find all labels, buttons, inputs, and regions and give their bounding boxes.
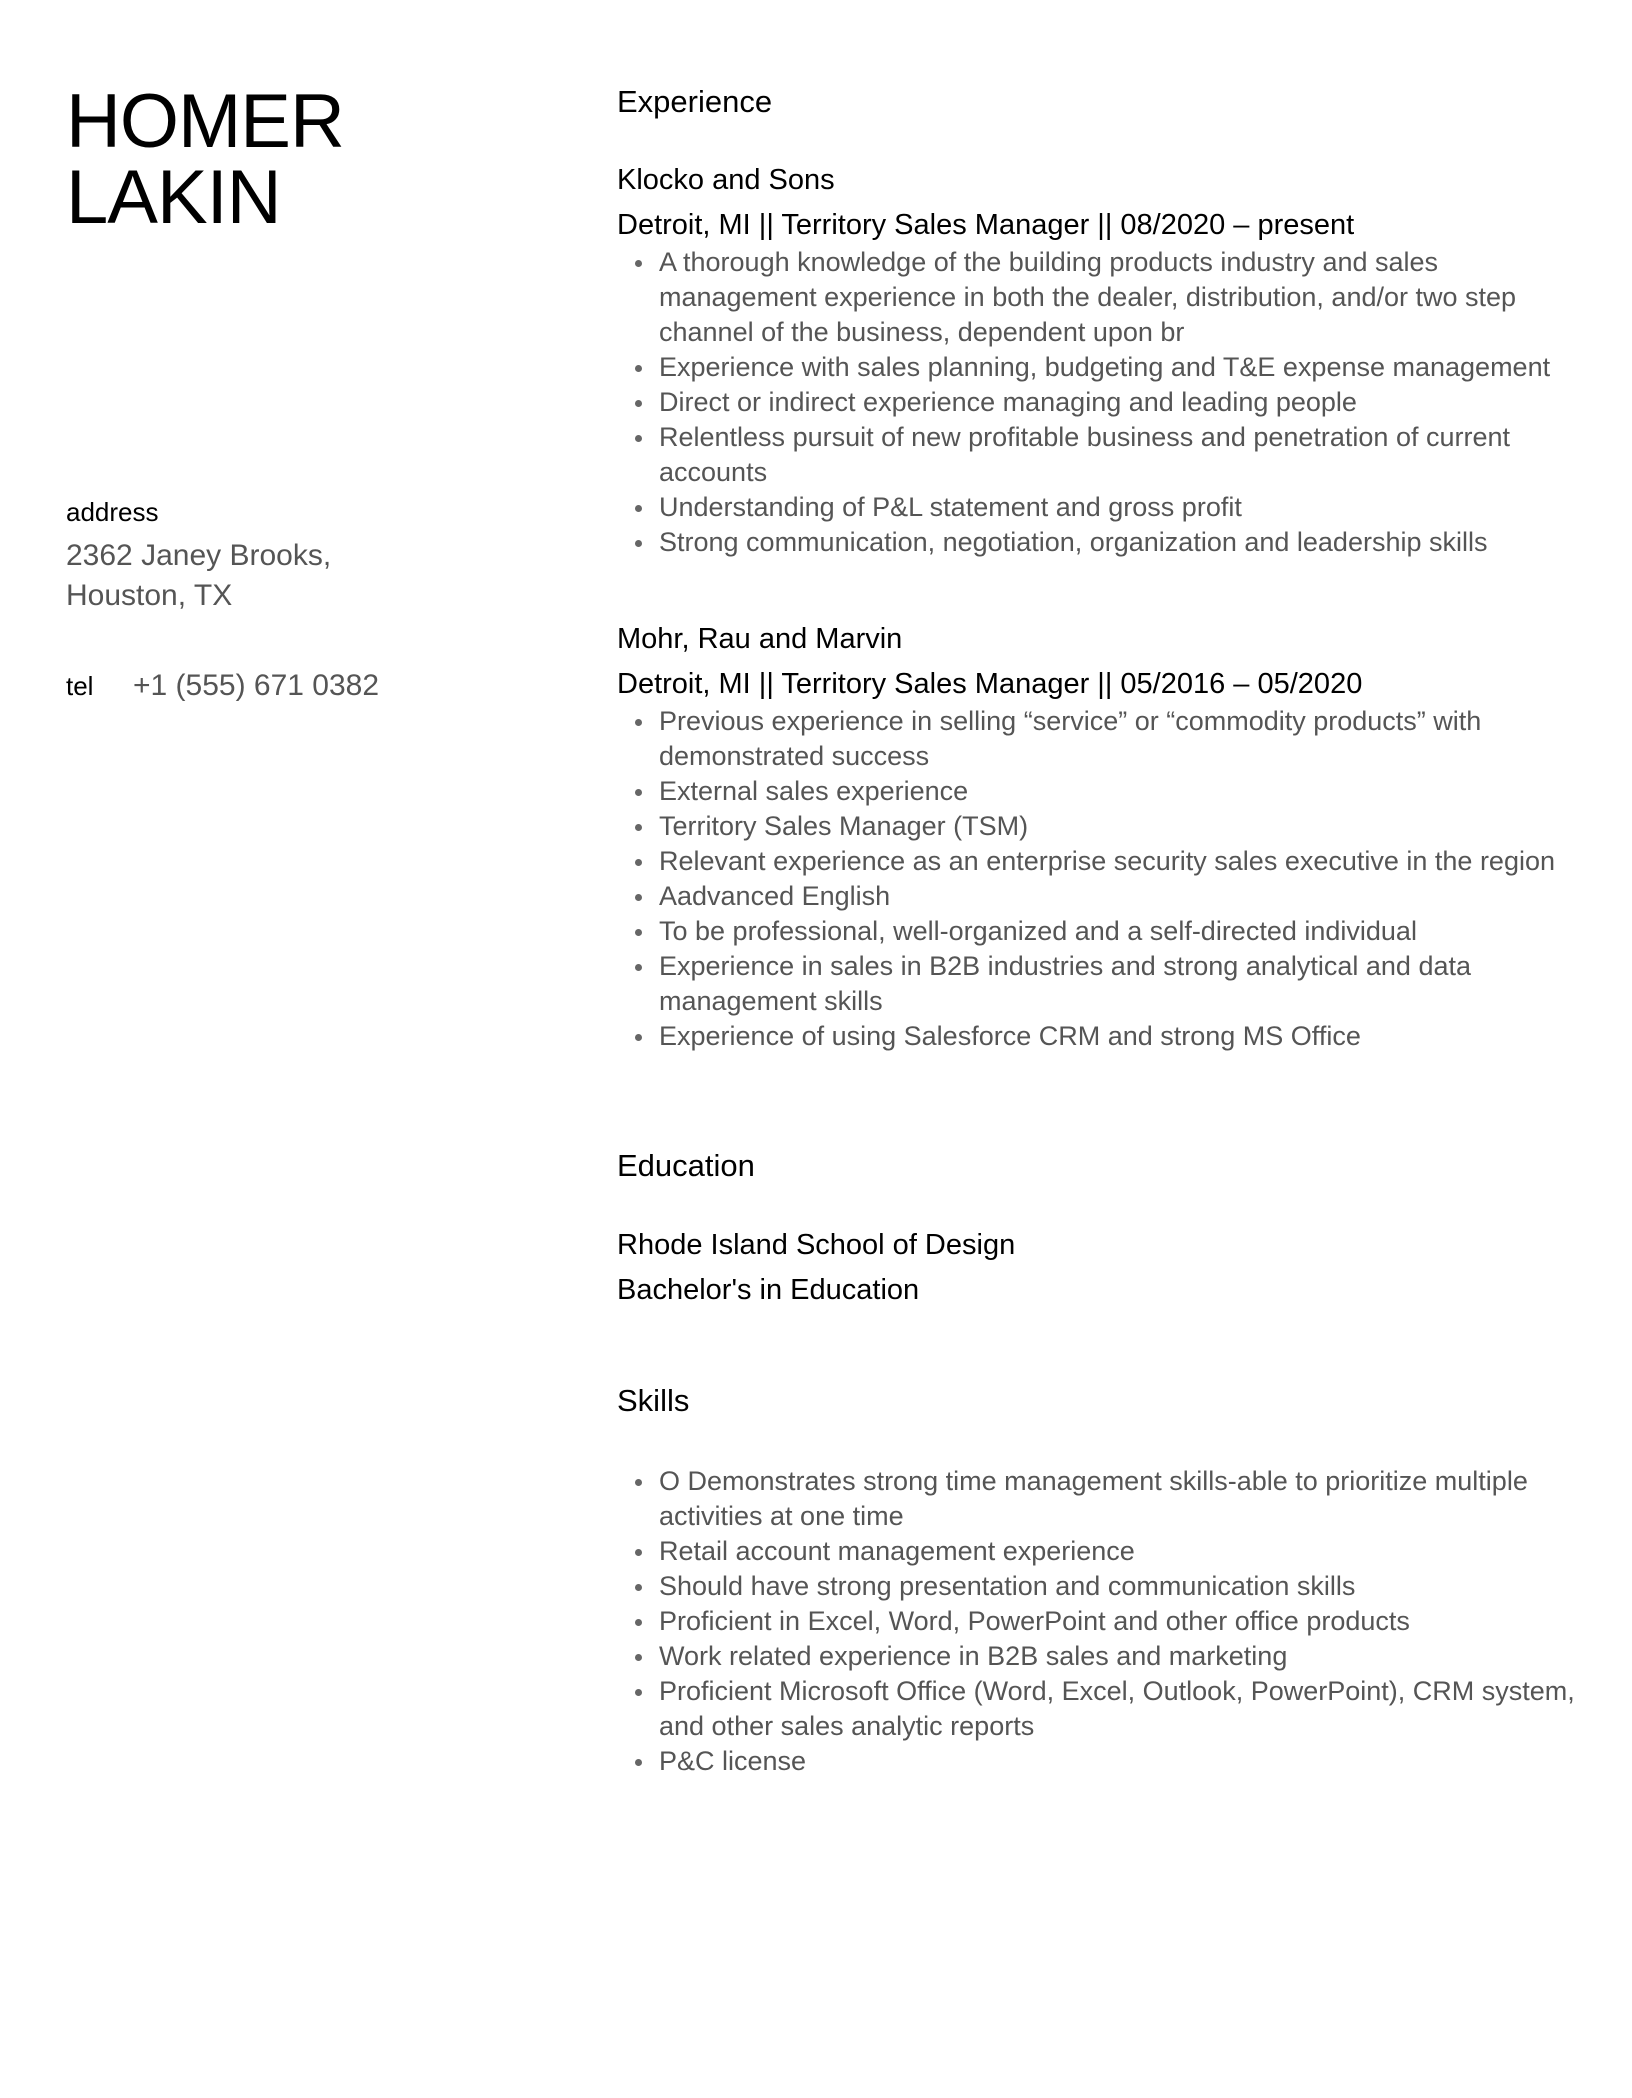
education-degree: Bachelor's in Education [617,1274,920,1306]
list-item: Retail account management experience [617,1534,1577,1569]
job-bullets [617,704,1577,1054]
job-entry [617,621,1577,1054]
job-meta: Detroit, MI || Territory Sales Manager || 05/2016 – 05/2020 [617,668,1363,700]
address-label: address [66,497,159,527]
address-line-1: 2362 Janey Brooks, [66,539,332,572]
list-item: To be professional, well-organized and a self-directed individual [617,914,1577,949]
list-item: Experience with sales planning, budgeting and T&E expense management [617,350,1577,385]
list-item: Previous experience in selling “service” or “commodity products” with demonstrated success [617,704,1577,774]
list-item: Understanding of P&L statement and gross profit [617,490,1577,525]
list-item: Proficient Microsoft Office (Word, Excel, Outlook, PowerPoint), CRM system, and other sales analytic reports [617,1674,1577,1744]
skills-entry [617,1462,1577,1779]
tel-label: tel [66,671,94,701]
candidate-name [66,79,344,240]
list-item: Aadvanced English [617,879,1577,914]
job-meta: Detroit, MI || Territory Sales Manager || 08/2020 – present [617,209,1355,241]
list-item: External sales experience [617,774,1577,809]
list-item: Work related experience in B2B sales and marketing [617,1639,1577,1674]
address-value [66,536,566,616]
list-item: Strong communication, negotiation, organization and leadership skills [617,525,1577,560]
list-item: Direct or indirect experience managing and leading people [617,385,1577,420]
education-school: Rhode Island School of Design [617,1229,1016,1261]
experience-heading: Experience [617,84,773,119]
job-bullets [617,245,1577,560]
list-item: Experience in sales in B2B industries and strong analytical and data management skills [617,949,1577,1019]
list-item: Territory Sales Manager (TSM) [617,809,1577,844]
job-entry [617,162,1577,560]
job-company: Klocko and Sons [617,164,835,196]
list-item: Should have strong presentation and communication skills [617,1569,1577,1604]
list-item: Relentless pursuit of new profitable business and penetration of current accounts [617,420,1577,490]
tel-value: +1 (555) 671 0382 [133,669,380,702]
last-name: LAKIN [66,155,281,240]
address-block [66,497,566,616]
job-company: Mohr, Rau and Marvin [617,623,903,655]
skills-list [617,1464,1577,1779]
education-entry [617,1227,1577,1308]
address-line-2: Houston, TX [66,579,233,612]
education-heading: Education [617,1148,755,1183]
tel-block [66,668,379,704]
list-item: O Demonstrates strong time management skills-able to prioritize multiple activities at one time [617,1464,1577,1534]
list-item: Experience of using Salesforce CRM and strong MS Office [617,1019,1577,1054]
list-item: A thorough knowledge of the building products industry and sales management experience in both the dealer, distribution, and/or two step channel of the business, dependent upon br [617,245,1577,350]
list-item: Relevant experience as an enterprise security sales executive in the region [617,844,1577,879]
list-item: Proficient in Excel, Word, PowerPoint and other office products [617,1604,1577,1639]
skills-heading: Skills [617,1383,690,1418]
list-item: P&C license [617,1744,1577,1779]
first-name: HOMER [66,79,344,164]
